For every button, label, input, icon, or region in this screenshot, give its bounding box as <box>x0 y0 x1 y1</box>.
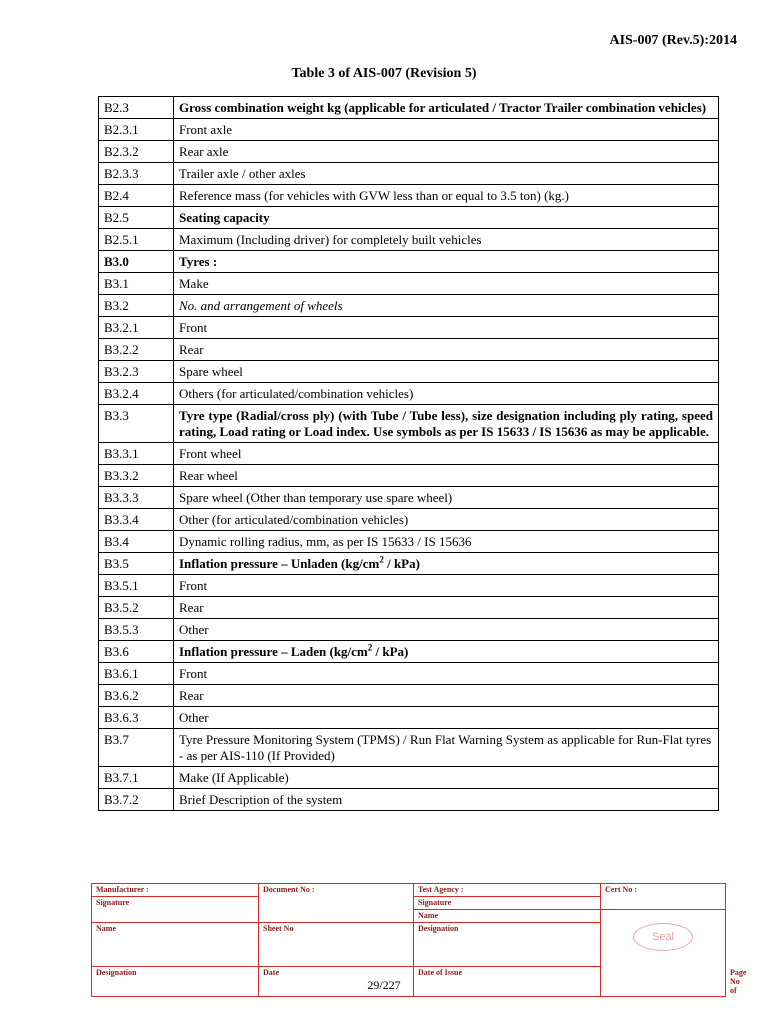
table-row <box>99 465 719 487</box>
row-description: Make <box>174 273 719 295</box>
row-description: Spare wheel <box>174 361 719 383</box>
row-description <box>174 641 719 663</box>
cert-no-label: Cert No : <box>601 884 726 910</box>
table-row <box>99 207 719 229</box>
row-description: Front axle <box>174 119 719 141</box>
row-description: Seating capacity <box>174 207 719 229</box>
table-row <box>99 185 719 207</box>
date-of-issue-label: Date of Issue <box>414 967 601 997</box>
row-code: B3.7.2 <box>99 789 174 811</box>
table-title: Table 3 of AIS-007 (Revision 5) <box>291 66 477 81</box>
table-row <box>99 509 719 531</box>
table-row <box>99 641 719 663</box>
superscript: 2 <box>379 554 384 565</box>
table-row <box>99 767 719 789</box>
superscript: 2 <box>367 642 373 653</box>
designation-right-label: Designation <box>414 923 601 967</box>
table-row <box>99 251 719 273</box>
row-code: B3.3.4 <box>99 509 174 531</box>
row-code: B3.7.1 <box>99 767 174 789</box>
row-code: B2.5 <box>99 207 174 229</box>
row-code: B2.3.3 <box>99 163 174 185</box>
table-row <box>99 361 719 383</box>
row-code: B3.5 <box>99 553 174 575</box>
row-description: Other <box>174 707 719 729</box>
row-description: Other (for articulated/combination vehicles) <box>174 509 719 531</box>
row-code: B3.5.2 <box>99 597 174 619</box>
name-right-label: Name <box>414 910 601 923</box>
table-row <box>99 619 719 641</box>
row-description: Rear <box>174 339 719 361</box>
table-row <box>99 141 719 163</box>
row-code: B3.6.3 <box>99 707 174 729</box>
table-row <box>99 295 719 317</box>
specification-table <box>98 96 719 811</box>
table-row <box>99 487 719 509</box>
table-row <box>99 575 719 597</box>
row-description-text: Inflation pressure – Unladen (kg/cm <box>179 556 380 571</box>
row-code: B3.2.2 <box>99 339 174 361</box>
row-description: Brief Description of the system <box>174 789 719 811</box>
table-row <box>99 685 719 707</box>
row-code: B3.3 <box>99 405 174 443</box>
row-description: Front <box>174 317 719 339</box>
row-description: No. and arrangement of wheels <box>174 295 719 317</box>
row-description: Make (If Applicable) <box>174 767 719 789</box>
document-reference: AIS-007 (Rev.5):2014 <box>609 33 737 48</box>
table-row <box>99 119 719 141</box>
row-description-text-after: / kPa) <box>372 644 409 659</box>
row-description: Tyres : <box>174 251 719 273</box>
row-code: B2.3.1 <box>99 119 174 141</box>
row-code: B3.2.4 <box>99 383 174 405</box>
row-code: B3.2.3 <box>99 361 174 383</box>
name-left-label: Name <box>92 923 259 967</box>
row-description: Rear axle <box>174 141 719 163</box>
document-no-label: Document No : <box>259 884 414 923</box>
row-code: B2.4 <box>99 185 174 207</box>
table-row <box>99 531 719 553</box>
row-code: B3.5.1 <box>99 575 174 597</box>
row-code: B3.1 <box>99 273 174 295</box>
table-row <box>99 273 719 295</box>
table-row <box>99 405 719 443</box>
row-code: B3.3.2 <box>99 465 174 487</box>
table-row <box>99 97 719 119</box>
table-row <box>99 597 719 619</box>
row-description-text: Inflation pressure – Laden (kg/cm <box>179 644 368 659</box>
row-description: Spare wheel (Other than temporary use spare wheel) <box>174 487 719 509</box>
row-description <box>174 553 719 575</box>
row-description: Front <box>174 575 719 597</box>
table-row <box>99 663 719 685</box>
row-description: Other <box>174 619 719 641</box>
signature-left-label: Signature <box>92 897 259 923</box>
row-description: Others (for articulated/combination vehicles) <box>174 383 719 405</box>
row-code: B2.5.1 <box>99 229 174 251</box>
row-description: Trailer axle / other axles <box>174 163 719 185</box>
row-description: Rear <box>174 597 719 619</box>
table-row <box>99 339 719 361</box>
row-description: Rear wheel <box>174 465 719 487</box>
row-code: B3.3.3 <box>99 487 174 509</box>
date-label: Date <box>259 967 414 997</box>
signature-right-label: Signature <box>414 897 601 910</box>
row-code: B3.6 <box>99 641 174 663</box>
row-description: Dynamic rolling radius, mm, as per IS 15633 / IS 15636 <box>174 531 719 553</box>
table-row <box>99 383 719 405</box>
page-number: 29/227 <box>367 978 401 992</box>
table-row <box>99 229 719 251</box>
table-row <box>99 163 719 185</box>
certification-footer: Manufacturer : Document No : Test Agency : Cert No : Signature Signature Name Seal Name Sheet No Designation Designation Date Date of Issue Page No of <box>91 883 726 997</box>
row-code: B3.4 <box>99 531 174 553</box>
row-description-text-after: / kPa) <box>383 556 420 571</box>
table-row <box>99 317 719 339</box>
test-agency-label: Test Agency : <box>414 884 601 897</box>
row-description: Maximum (Including driver) for completely built vehicles <box>174 229 719 251</box>
row-description: Front wheel <box>174 443 719 465</box>
row-description: Front <box>174 663 719 685</box>
manufacturer-label: Manufacturer : <box>92 884 259 897</box>
table-row <box>99 553 719 575</box>
row-code: B3.6.2 <box>99 685 174 707</box>
designation-left-label: Designation <box>92 967 259 997</box>
row-code: B3.2 <box>99 295 174 317</box>
row-description: Tyre type (Radial/cross ply) (with Tube / Tube less), size designation including ply rating, speed rating, Load rating or Load index. Use symbols as per IS 15633 / IS 15636 as may be applicable. <box>174 405 719 443</box>
row-code: B3.5.3 <box>99 619 174 641</box>
seal-stamp: Seal <box>633 923 693 951</box>
table-row <box>99 789 719 811</box>
row-code: B3.2.1 <box>99 317 174 339</box>
table-row <box>99 443 719 465</box>
row-code: B3.3.1 <box>99 443 174 465</box>
row-code: B2.3.2 <box>99 141 174 163</box>
row-code: B3.7 <box>99 729 174 767</box>
row-description: Reference mass (for vehicles with GVW less than or equal to 3.5 ton) (kg.) <box>174 185 719 207</box>
row-code: B3.0 <box>99 251 174 273</box>
sheet-no-label: Sheet No <box>259 923 414 967</box>
row-code: B2.3 <box>99 97 174 119</box>
row-description: Rear <box>174 685 719 707</box>
table-row <box>99 707 719 729</box>
row-code: B3.6.1 <box>99 663 174 685</box>
row-description: Tyre Pressure Monitoring System (TPMS) / Run Flat Warning System as applicable for Run-Flat tyres - as per AIS-110 (If Provided) <box>174 729 719 767</box>
row-description: Gross combination weight kg (applicable for articulated / Tractor Trailer combination vehicles) <box>174 97 719 119</box>
table-row <box>99 729 719 767</box>
